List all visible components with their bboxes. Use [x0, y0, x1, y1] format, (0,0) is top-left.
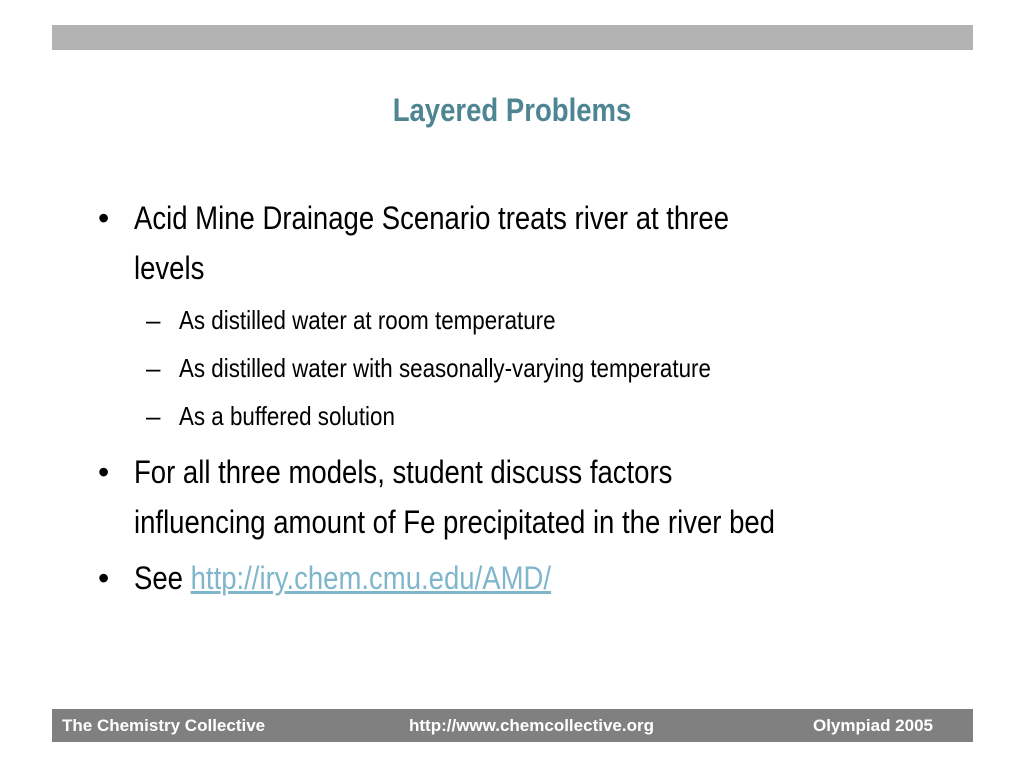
bullet-marker: • [98, 200, 110, 236]
bullet-marker: • [98, 560, 110, 596]
bullet-3-line [134, 559, 551, 597]
bullet-2-line-2: influencing amount of Fe precipitated in the river bed [134, 504, 775, 540]
sub-item-1: As distilled water at room temperature [179, 305, 556, 335]
footer-bar [52, 709, 973, 742]
slide-title: Layered Problems [392, 92, 632, 128]
bullet-1-line-2: levels [134, 250, 205, 286]
bullet-2-line-1: For all three models, student discuss factors [134, 454, 673, 490]
sub-item-2: As distilled water with seasonally-varying temperature [179, 353, 711, 383]
sub-bullet-marker: – [146, 401, 161, 431]
footer-center-url: http://www.chemcollective.org [409, 716, 654, 735]
footer-right-text: Olympiad 2005 [812, 716, 933, 735]
sub-bullet-marker: – [146, 353, 161, 383]
bullet-1-line-1: Acid Mine Drainage Scenario treats river at three [134, 200, 730, 236]
amd-link[interactable]: http://iry.chem.cmu.edu/AMD/ [190, 560, 552, 596]
bullet-marker: • [98, 454, 110, 490]
sub-item-3: As a buffered solution [179, 401, 395, 431]
see-prefix: See [134, 560, 191, 596]
sub-bullet-marker: – [146, 305, 161, 335]
footer-left-text: The Chemistry Collective [62, 716, 266, 735]
